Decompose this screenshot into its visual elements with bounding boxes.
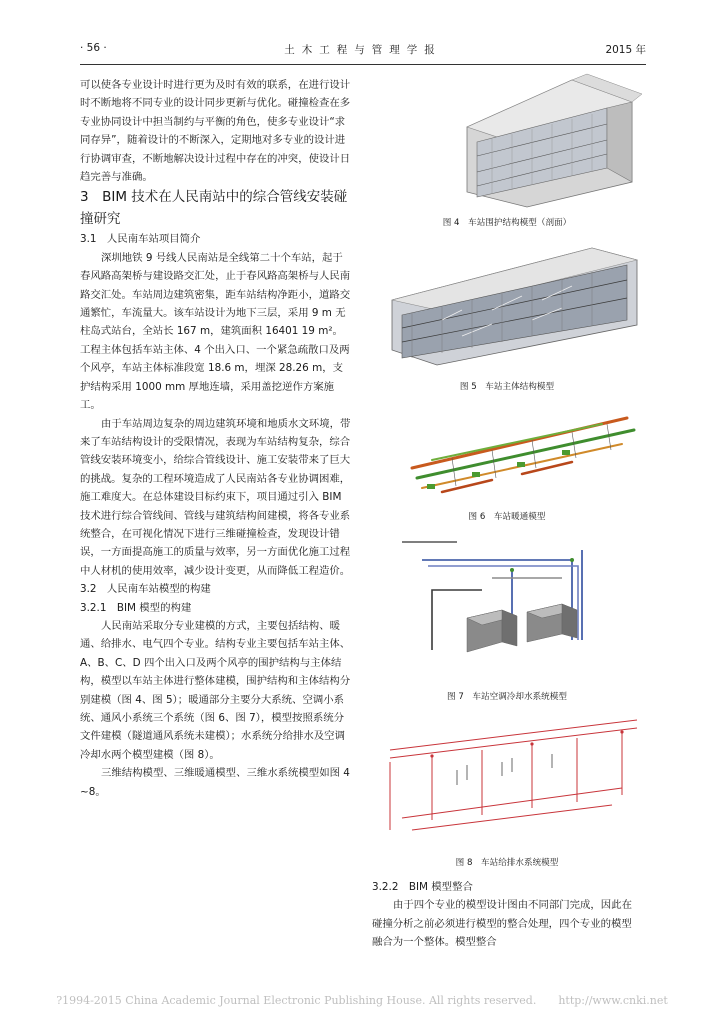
section-3-2-1-heading: 3.2.1 BIM 模型的构建 <box>80 601 192 614</box>
journal-title: 土木工程与管理学报 <box>284 44 442 56</box>
right-column-text <box>372 878 642 952</box>
paragraph-project-overview: 深圳地铁 9 号线人民南站是全线第二十个车站，起于春风路高架桥与建设路交汇处，止于春风路高架桥与人民南路交汇处。车站周边建筑密集，距车站结构净距小，道路交通繁忙，车流量大。该车站设计为地下三层，采用 9 m 无柱岛式站台，全站长 167 m，建筑面积 16401 19 m²。工程主体包括车站主体、4 个出入口、一个紧急疏散口及两个风亭，车站主体标准段宽 18.6 m，埋深 28.26 m，支护结构采用 1000 mm 厚地连墙，采用盖挖逆作方案施工。 <box>80 251 351 412</box>
page-number: · 56 · <box>80 42 107 54</box>
paragraph-environment: 由于车站周边复杂的周边建筑环境和地质水文环境，带来了车站结构设计的受限情况，表现为车站结构复杂，综合管线安装环境变小，给综合管线设计、施工安装带来了巨大的挑战。复杂的工程环境造成了人民南站各专业协调困难，施工难度大。在总体建设目标约束下，项目通过引入 BIM 技术进行综合管线间、管线与建筑结构间建模，将各专业系统整合，在可视化情况下进行三维碰撞检查，发现设计错误，一方面提高施工的质量与效率，另一方面优化施工过程中人材机的使用效率，减少设计变更，从而降低工程造价。 <box>80 417 351 577</box>
copyright-footer: ?1994-2015 China Academic Journal Electronic Publishing House. All rights reserved. http://www.cnki.net <box>56 994 668 1007</box>
figure-5-caption: 图 5 车站主体结构模型 <box>459 382 555 392</box>
publication-year: 2015 年 <box>605 44 646 56</box>
figure-6-caption: 图 6 车站暖通模型 <box>468 512 546 522</box>
section-3-heading: 3 BIM 技术在人民南站中的综合管线安装碰撞研究 <box>80 189 348 228</box>
paragraph-model-integration: 由于四个专业的模型设计图由不同部门完成，因此在碰撞分析之前必须进行模型的整合处理，四个专业的模型融合为一个整体。模型整合 <box>372 899 632 949</box>
header-rule <box>80 64 646 65</box>
figure-5-main-structure-model <box>372 240 644 370</box>
figure-4-caption: 图 4 车站围护结构模型（剖面） <box>442 218 572 228</box>
paragraph-model-list: 三维结构模型、三维暖通模型、三维水系统模型如图 4 ~8。 <box>80 767 350 798</box>
figure-7-caption: 图 7 车站空调冷却水系统模型 <box>447 692 567 702</box>
figure-7-cooling-water-model <box>372 530 644 680</box>
figure-4-enclosure-model <box>372 72 644 212</box>
running-header <box>80 42 646 58</box>
left-column <box>80 76 352 801</box>
paragraph-intro: 可以使各专业设计时进行更为及时有效的联系，在进行设计时不断地将不同专业的设计同步更新与优化。碰撞检查在多专业协同设计中担当制约与平衡的角色，使多专业设计“求同存异”，随着设计的不断深入，定期地对多专业的设计进行协调审查，不断地解决设计过程中存在的冲突，使设计日趋完善与准确。 <box>80 79 351 184</box>
figure-6-hvac-model <box>372 400 644 500</box>
figure-8-drainage-model <box>372 710 644 850</box>
section-3-1-heading: 3.1 人民南车站项目简介 <box>80 233 201 246</box>
paragraph-modeling: 人民南站采取分专业建模的方式，主要包括结构、暖通、给排水、电气四个专业。结构专业主要包括车站主体、A、B、C、D 四个出入口及两个风亭的围护结构与主体结构，模型以车站主体进行整体建模，围护结构和主体结构分别建模（图 4、图 5）；暖通部分主要分大系统、空调小系统、通风小系统三个系统（图 6、图 7），模型按照系统分文件建模（隧道通风系统未建模）；水系统分给排水及空调冷却水两个模型建模（图 8）。 <box>80 619 351 761</box>
section-3-2-heading: 3.2 人民南车站模型的构建 <box>80 583 211 596</box>
figure-8-caption: 图 8 车站给排水系统模型 <box>455 858 559 868</box>
section-3-2-2-heading: 3.2.2 BIM 模型整合 <box>372 881 473 893</box>
